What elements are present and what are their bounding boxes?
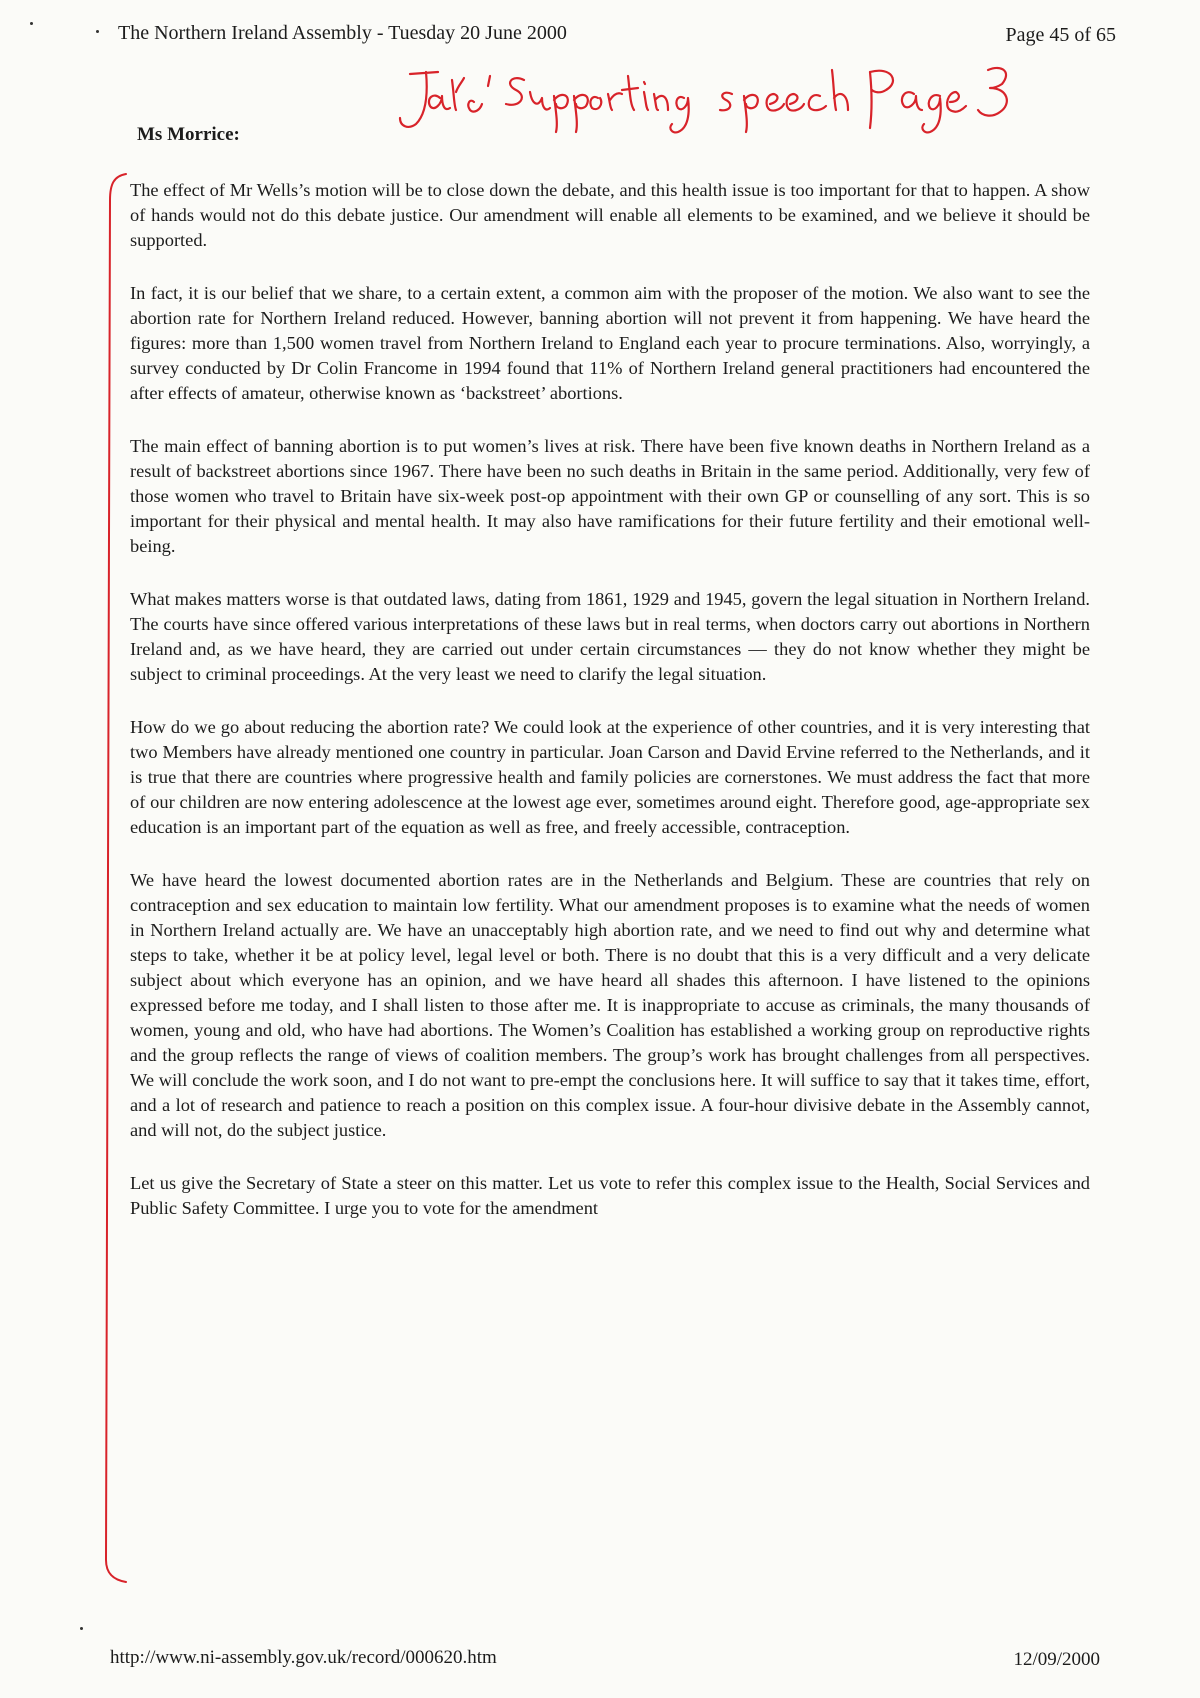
paragraph: In fact, it is our belief that we share, to a certain extent, a common aim with the proposer of the motion. We also want to see the abortion rate for Northern Ireland reduced. However, banning abortion will not prevent it from happening. We have heard the figures: more than 1,500 women travel from Northern Ireland to England each year to procure terminations. Also, worryingly, a survey conducted by Dr Colin Francome in 1994 found that 11% of Northern Ireland general practitioners had encountered the after effects of amateur, otherwise known as ‘backstreet’ abortions. xyxy=(130,283,1090,403)
page-number: Page 45 of 65 xyxy=(1005,24,1116,46)
paragraph: The effect of Mr Wells’s motion will be to close down the debate, and this health issue is too important for that to happen. A show of hands would not do this debate justice. Our amendment will enable all elements to be examined, and we believe it should be supported. xyxy=(130,180,1090,250)
speaker-name: Ms Morrice: xyxy=(137,124,240,145)
scan-speck xyxy=(80,1627,83,1630)
handwritten-annotation xyxy=(392,52,1022,142)
margin-bracket-mark xyxy=(100,170,130,1586)
paragraph: Let us give the Secretary of State a steer on this matter. Let us vote to refer this complex issue to the Health, Social Services and Public Safety Committee. I urge you to vote for the amendment xyxy=(130,1173,1090,1218)
paragraph: The main effect of banning abortion is to put women’s lives at risk. There have been five known deaths in Northern Ireland as a result of backstreet abortions since 1967. There have been no such deaths in Britain in the same period. Additionally, very few of those women who travel to Britain have six-week post-op appointment with their own GP or counselling of any sort. This is so important for their physical and mental health. It may also have ramifications for their future fertility and their emotional well-being. xyxy=(130,436,1090,556)
print-date: 12/09/2000 xyxy=(1013,1649,1100,1670)
source-url: http://www.ni-assembly.gov.uk/record/000620.htm xyxy=(110,1647,497,1668)
paragraph: How do we go about reducing the abortion rate? We could look at the experience of other countries, and it is very interesting that two Members have already mentioned one country in particular. Joan Carson and David Ervine referred to the Netherlands, and it is true that there are countries where progressive health and family policies are cornerstones. We must address the fact that more of our children are now entering adolescence at the lowest age ever, sometimes around eight. Therefore good, age-appropriate sex education is an important part of the equation as well as free, and freely accessible, contraception. xyxy=(130,717,1090,837)
scan-speck xyxy=(96,30,99,33)
paragraph: We have heard the lowest documented abortion rates are in the Netherlands and Belgium. These are countries that rely on contraception and sex education to maintain low fertility. What our amendment proposes is to examine what the needs of women in Northern Ireland actually are. We have an unacceptably high abortion rate, and we need to find out why and determine what steps to take, whether it be at policy level, legal level or both. There is no doubt that this is a very difficult and a very delicate subject about which everyone has an opinion, and we have heard all shades this afternoon. I have listened to the opinions expressed before me today, and I shall listen to those after me. It is inappropriate to accuse as criminals, the many thousands of women, young and old, who have had abortions. The Women’s Coalition has established a working group on reproductive rights and the group reflects the range of views of coalition members. The group’s work has brought challenges from all perspectives. We will conclude the work soon, and I do not want to pre-empt the conclusions here. It will suffice to say that it takes time, effort, and a lot of research and patience to reach a position on this complex issue. A four-hour divisive debate in the Assembly cannot, and will not, do the subject justice. xyxy=(130,870,1090,1140)
speech-body xyxy=(130,178,1090,1249)
paragraph: What makes matters worse is that outdated laws, dating from 1861, 1929 and 1945, govern the legal situation in Northern Ireland. The courts have since offered various interpretations of these laws but in real terms, when doctors carry out abortions in Northern Ireland and, as we have heard, they are carried out under certain circumstances — they do not know whether they might be subject to criminal proceedings. At the very least we need to clarify the legal situation. xyxy=(130,589,1090,684)
scan-speck xyxy=(30,22,33,25)
document-header-title: The Northern Ireland Assembly - Tuesday 20 June 2000 xyxy=(118,22,567,44)
